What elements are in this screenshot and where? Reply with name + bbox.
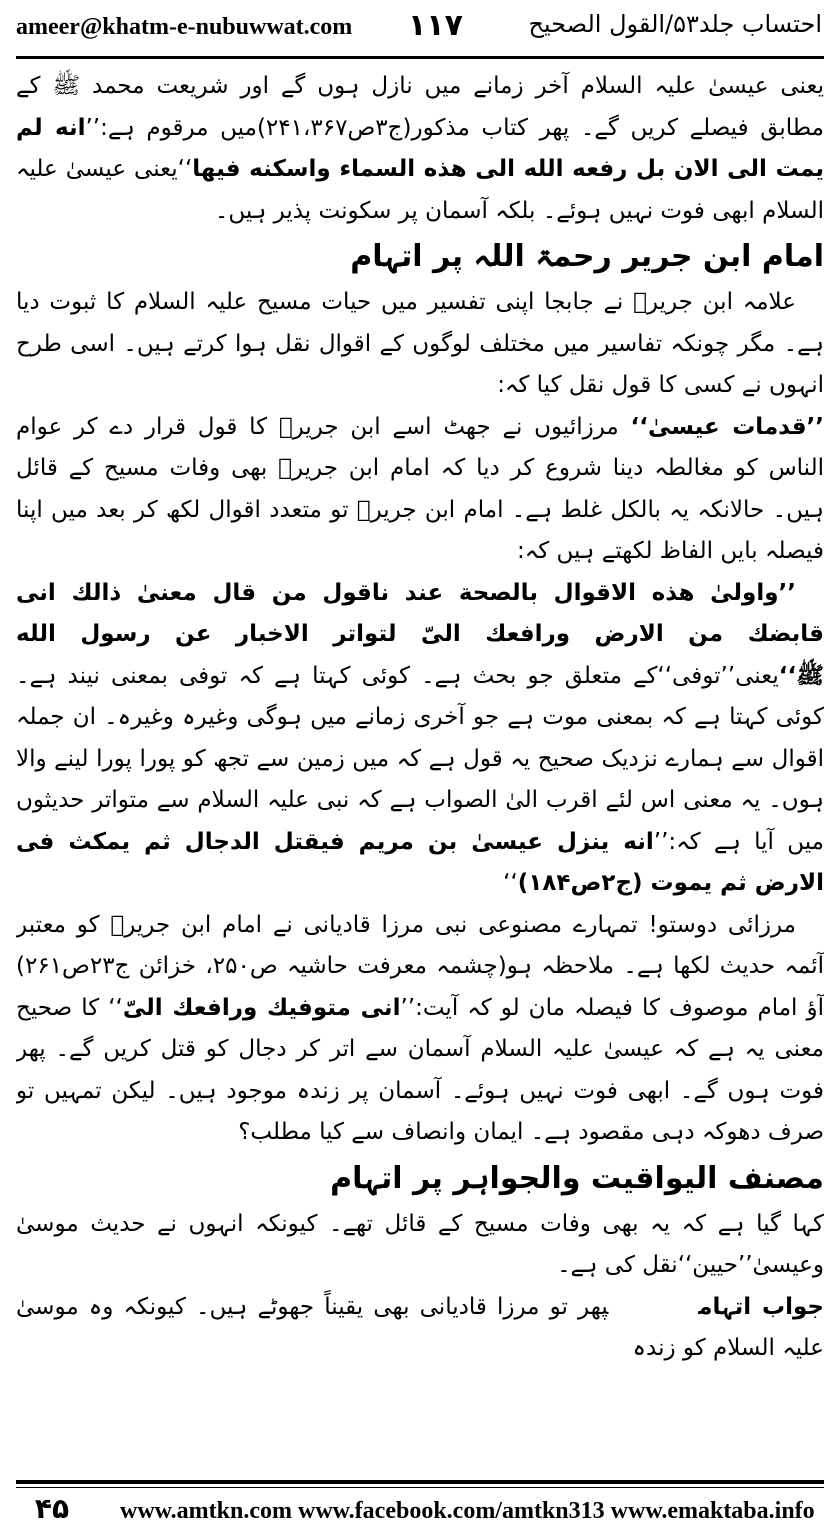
paragraph-5-end: ‘‘ کا صحیح معنی یہ ہے کہ عیسیٰ علیہ السلام آسمان سے اتر کر دجال کو قتل کریں گے۔ پھر فوت ہوں گے۔ ابھی فوت نہیں ہوئے۔ آسمان پر زندہ موجود ہیں۔ لیکن تمہیں تو صرف دھوکہ دہی مقصود ہے۔ ایمان وانصاف سے کیا مطلب؟ <box>16 994 824 1145</box>
paragraph-7 <box>16 1287 824 1370</box>
page-content <box>16 66 824 1466</box>
paragraph-3-text: مرزائیوں نے جھٹ اسے ابن جریرؒ کا قول قرار دے کر عوام الناس کو مغالطہ دینا شروع کر دیا کہ امام ابن جریرؒ بھی وفات مسیح کے قائل ہیں۔ حالانکہ یہ بالکل غلط ہے۔ امام ابن جریرؒ تو متعدد اقوال لکھ کر بعد میں اپنا فیصلہ بایں الفاظ لکھتے ہیں کہ: <box>16 413 824 564</box>
section-heading-1: امام ابن جریر رحمۃ اللہ پر اتہام <box>350 239 824 274</box>
header-title: احتساب جلد۵۳/القول الصحیح <box>528 10 822 38</box>
arabic-quote-2: ’’قدمات عیسیٰ‘‘ <box>630 413 824 440</box>
paragraph-5-text: مرزائی دوستو! تمہارے مصنوعی نبی مرزا قادیانی نے امام ابن جریرؒ کو معتبر آئمہ حدیث لکھا ہے۔ ملاحظہ ہو(چشمہ معرفت حاشیہ ص۲۵۰، خزائن ج۲۳ص۲۶۱) آؤ امام موصوف کا فیصلہ مان لو کہ آیت:’’ <box>16 911 824 1021</box>
page-header <box>0 0 840 56</box>
arabic-quote-1: انه لم یمت الی الان بل رفعه الله الی هذه السماء واسکنه فیها <box>16 114 824 182</box>
paragraph-1 <box>16 66 824 232</box>
paragraph-3 <box>16 407 824 573</box>
footer-divider-thin <box>16 1487 824 1488</box>
footer-page-number: ۴۵ <box>34 1492 70 1525</box>
paragraph-2: علامہ ابن جریرؒ نے جابجا اپنی تفسیر میں حیات مسیح علیہ السلام کا ثبوت دیا ہے۔ مگر چونکہ تفاسیر میں مختلف لوگوں کے اقوال نقل ہوا کرتے ہیں۔ اسی طرح انہوں نے کسی کا قول نقل کیا کہ: <box>16 289 824 398</box>
paragraph-4 <box>16 573 824 905</box>
paragraph-1-text: یعنی عیسیٰ علیہ السلام آخر زمانے میں نازل ہوں گے اور شریعت محمد ﷺ کے مطابق فیصلے کریں گے۔ پھر کتاب مذکور(ج۳ص۲۴۱،۳۶۷)میں مرقوم ہے:’’ <box>16 73 824 141</box>
paragraph-6: کہا گیا ہے کہ یہ بھی وفات مسیح کے قائل تھے۔ کیونکہ انہوں نے حدیث موسیٰ وعیسیٰ’’حیین‘‘نقل کی ہے۔ <box>16 1210 824 1278</box>
arabic-quote-3: ’’واولیٰ هذه الاقوال بالصحة عند ناقول من قال معنیٰ ذالك انی قابضك من الارض ورافعك الیّ لتواتر الاخبار عن رسول الله ﷺ‘‘ <box>16 579 824 689</box>
paragraph-4-end: ‘‘ <box>503 870 518 896</box>
paragraph-4-text: یعنی’’توفی‘‘کے متعلق جو بحث ہے۔ کوئی کہتا ہے کہ توفی بمعنی نیند ہے۔ کوئی کہتا ہے کہ بمعنی موت ہے جو آخری زمانے میں ہوگی وغیرہ وغیرہ۔ ان جملہ اقوال سے ہمارے نزدیک صحیح یہ قول ہے کہ میں زمین سے تجھ کو پورا پورا لینے والا ہوں۔ یہ معنی اس لئے اقرب الیٰ الصواب ہے کہ نبی علیہ السلام سے متواتر حدیثوں میں آیا ہے کہ:’’ <box>16 662 824 855</box>
footer-divider <box>16 1480 824 1484</box>
header-email: ameer@khatm-e-nubuwwat.com <box>16 14 353 40</box>
paragraph-5 <box>16 905 824 1154</box>
arabic-quote-5: انی متوفیك ورافعك الیّ <box>122 994 401 1021</box>
header-divider <box>16 56 824 59</box>
arabic-quote-4: انه ینزل عیسیٰ بن مریم فیقتل الدجال ثم یمکث فی الارض ثم یموت (ج۲ص۱۸۴) <box>16 828 824 896</box>
paragraph-7-text: پھر تو مرزا قادیانی بھی یقیناً جھوٹے ہیں۔ کیونکہ وہ موسیٰ علیہ السلام کو زندہ <box>16 1293 824 1361</box>
section-heading-2: مصنف الیواقیت والجواہر پر اتہام <box>330 1160 824 1196</box>
header-page-number: ١١٧ <box>408 8 463 43</box>
answer-label: جواب اتہام <box>698 1293 824 1320</box>
paragraph-1-end: ‘‘یعنی عیسیٰ علیہ السلام ابھی فوت نہیں ہوئے۔ بلکہ آسمان پر سکونت پذیر ہیں۔ <box>16 156 824 224</box>
page-footer <box>0 1480 840 1540</box>
footer-links: www.amtkn.com www.facebook.com/amtkn313 www.emaktaba.info <box>120 1498 815 1524</box>
